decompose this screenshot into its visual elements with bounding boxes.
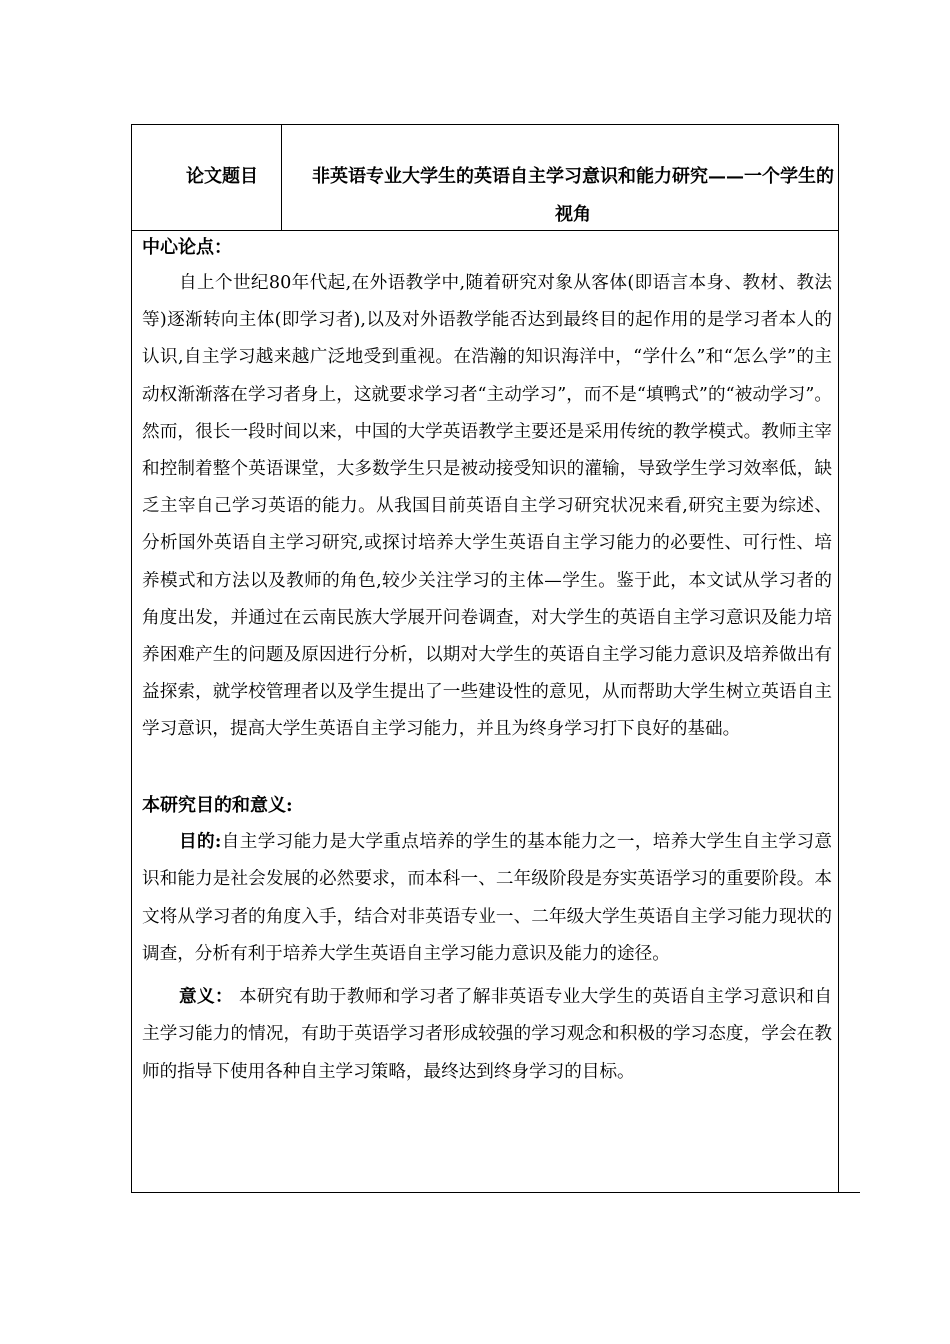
goal-label: 目的: bbox=[179, 830, 222, 852]
purpose-heading: 本研究目的和意义: bbox=[142, 794, 293, 816]
title-cell bbox=[282, 125, 838, 230]
label-cell bbox=[132, 125, 282, 230]
goal-paragraph bbox=[142, 823, 832, 974]
central-argument-body: 自上个世纪80年代起,在外语教学中,随着研究对象从客体(即语言本身、教材、教法等)逐渐转向主体(即学习者),以及对外语教学能否达到最终目的起作用的是学习者本人的认识,自主学习越来越广泛地受到重视。在浩瀚的知识海洋中，“学什么”和“怎么学”的主动权渐渐落在学习者身上，这就要求学习者“主动学习”，而不是“填鸭式”的“被动学习”。然而，很长一段时间以来，中国的大学英语教学主要还是采用传统的教学模式。教师主宰和控制着整个英语课堂，大多数学生只是被动接受知识的灌输，导致学生学习效率低，缺乏主宰自己学习英语的能力。从我国目前英语自主学习研究状况来看,研究主要为综述、分析国外英语自主学习研究,或探讨培养大学生英语自主学习能力的必要性、可行性、培养模式和方法以及教师的角色,较少关注学习的主体—学生。鉴于此，本文试从学习者的角度出发，并通过在云南民族大学展开问卷调查，对大学生的英语自主学习意识及能力培养困难产生的问题及原因进行分析，以期对大学生的英语自主学习能力意识及培养做出有益探索，就学校管理者以及学生提出了一些建设性的意见，从而帮助大学生树立英语自主学习意识，提高大学生英语自主学习能力，并且为终身学习打下良好的基础。 bbox=[142, 273, 832, 740]
meaning-body: 本研究有助于教师和学习者了解非英语专业大学生的英语自主学习意识和自主学习能力的情况，有助于英语学习者形成较强的学习观念和积极的学习态度，学会在教师的指导下使用各种自主学习策略，最终达到终身学习的目标。 bbox=[142, 986, 832, 1082]
content-cell bbox=[142, 231, 832, 1091]
spacer bbox=[142, 749, 832, 789]
title-row bbox=[132, 125, 838, 231]
goal-body: 自主学习能力是大学重点培养的学生的基本能力之一，培养大学生自主学习意识和能力是社会发展的必然要求，而本科一、二年级阶段是夯实英语学习的重要阶段。本文将从学习者的角度入手，结合对非英语专业一、二年级大学生英语自主学习能力现状的调查，分析有利于培养大学生英语自主学习能力意识及能力的途径。 bbox=[142, 831, 832, 965]
thesis-title-label: 论文题目 bbox=[186, 166, 258, 187]
central-argument-heading: 中心论点： bbox=[142, 237, 232, 258]
thesis-title: 非英语专业大学生的英语自主学习意识和能力研究——一个学生的视角 bbox=[312, 166, 834, 225]
meaning-paragraph bbox=[142, 978, 832, 1092]
table-border-tail bbox=[838, 1192, 860, 1193]
meaning-label: 意义： bbox=[179, 985, 233, 1007]
thesis-table bbox=[131, 124, 839, 1193]
